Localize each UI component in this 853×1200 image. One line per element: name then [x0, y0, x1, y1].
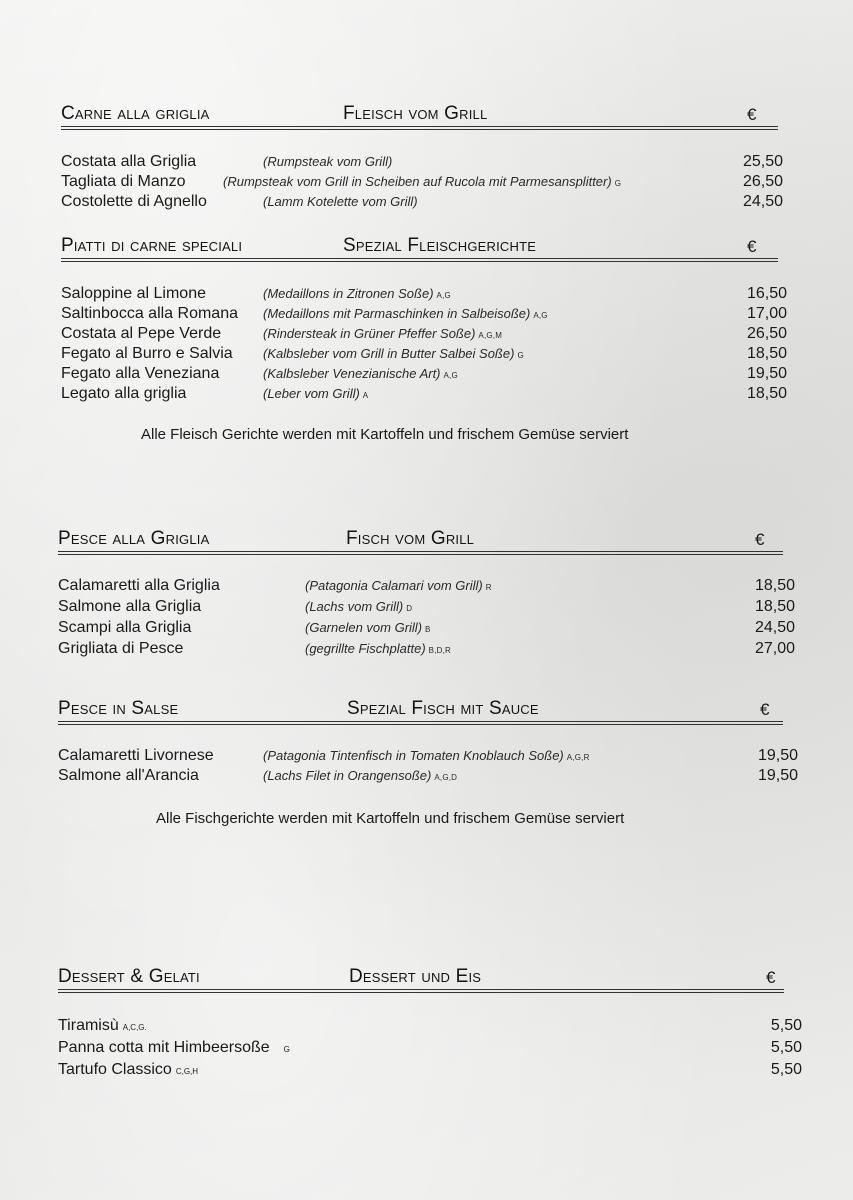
currency-symbol: € [755, 530, 765, 549]
item-price: 5,50 [770, 1017, 802, 1034]
menu-item [58, 577, 795, 598]
section-header [58, 700, 783, 722]
menu-item [58, 619, 795, 640]
item-description: (Medaillons in Zitronen Soße) A,G [263, 286, 451, 301]
menu-item [58, 598, 795, 619]
menu-item [61, 173, 783, 193]
item-price: 16,50 [746, 285, 787, 302]
item-description: (Lachs vom Grill) D [305, 599, 413, 614]
menu-item [61, 285, 787, 305]
item-list [58, 1017, 802, 1083]
item-name: Salmone all'Arancia [58, 767, 199, 784]
menu-item [61, 325, 787, 345]
header-divider [58, 551, 783, 555]
item-list [61, 285, 787, 405]
item-price: 18,50 [746, 385, 787, 402]
section-title-german: Dessert und Eis [349, 966, 482, 987]
item-description: (gegrillte Fischplatte) B,D,R [305, 641, 451, 656]
allergen-codes: B [425, 625, 431, 634]
section-header [58, 530, 783, 552]
menu-item [61, 193, 783, 213]
item-description: (Kalbsleber Venezianische Art) A,G [263, 366, 458, 381]
menu-item [61, 153, 783, 173]
header-divider [61, 126, 778, 130]
section-dessert-gelati [58, 966, 802, 1083]
section-pesce-in-salse [58, 698, 798, 787]
currency-symbol: € [747, 105, 757, 124]
item-price: 25,50 [742, 153, 783, 170]
allergen-codes: A,G,R [566, 753, 590, 762]
allergen-codes: A [362, 391, 369, 400]
item-description: (Medaillons mit Parmaschinken in Salbeisoße) A,G [263, 306, 548, 321]
item-price: 19,50 [757, 767, 798, 784]
menu-item [61, 345, 787, 365]
header-divider [58, 989, 784, 993]
menu-item [61, 305, 787, 325]
section-title-italian: Pesce alla Griglia [58, 528, 210, 549]
item-description: (Patagonia Calamari vom Grill) R [305, 578, 492, 593]
allergen-codes: R [485, 583, 492, 592]
allergen-codes: G [283, 1045, 290, 1054]
item-description: (Patagonia Tintenfisch in Tomaten Knoblauch Soße) A,G,R [263, 748, 590, 763]
item-description: (Rumpsteak vom Grill in Scheiben auf Rucola mit Parmesansplitter) G [223, 174, 622, 189]
menu-item [58, 1061, 802, 1083]
allergen-codes: B,D,R [428, 646, 451, 655]
item-name: Calamaretti alla Griglia [58, 577, 220, 594]
item-price: 26,50 [742, 173, 783, 190]
side-dish-note: Alle Fischgerichte werden mit Kartoffeln und frischem Gemüse serviert [156, 810, 625, 827]
item-price: 26,50 [746, 325, 787, 342]
section-title-german: Spezial Fisch mit Sauce [347, 698, 539, 719]
item-price: 18,50 [754, 598, 795, 615]
menu-item [58, 767, 798, 787]
item-price: 19,50 [757, 747, 798, 764]
allergen-codes: C,G,H [175, 1067, 199, 1076]
allergen-codes: A,C,G. [122, 1023, 147, 1032]
item-name: Salmone alla Griglia [58, 598, 202, 615]
section-header [61, 105, 778, 127]
section-title-italian: Pesce in Salse [58, 698, 179, 719]
item-list [58, 577, 795, 661]
menu-item [61, 385, 787, 405]
section-piatti-di-carne-speciali [61, 235, 787, 405]
item-description: (Garnelen vom Grill) B [305, 620, 431, 635]
item-name: Tagliata di Manzo [61, 173, 186, 190]
section-header [58, 968, 784, 990]
item-description: (Leber vom Grill) A [263, 386, 369, 401]
menu-item [58, 640, 795, 661]
section-title-german: Fisch vom Grill [346, 528, 475, 549]
section-carne-alla-griglia [61, 103, 783, 213]
item-name: Fegato al Burro e Salvia [61, 345, 233, 362]
side-dish-note: Alle Fleisch Gerichte werden mit Kartoffeln und frischem Gemüse serviert [141, 426, 629, 443]
allergen-codes: A,G [443, 371, 458, 380]
section-pesce-alla-griglia [58, 528, 795, 661]
item-price: 18,50 [746, 345, 787, 362]
allergen-codes: A,G,D [434, 773, 458, 782]
menu-item [61, 365, 787, 385]
item-name: Fegato alla Veneziana [61, 365, 220, 382]
item-list [58, 747, 798, 787]
item-price: 24,50 [742, 193, 783, 210]
menu-item [58, 1039, 802, 1061]
item-description: (Lamm Kotelette vom Grill) [263, 194, 418, 209]
item-name: Calamaretti Livornese [58, 747, 214, 764]
item-name: Costolette di Agnello [61, 193, 207, 210]
menu-item [58, 1017, 802, 1039]
allergen-codes: G [614, 179, 622, 188]
item-name: Costata alla Griglia [61, 153, 197, 170]
item-name: Costata al Pepe Verde [61, 325, 222, 342]
item-list [61, 153, 783, 213]
item-price: 24,50 [754, 619, 795, 636]
section-title-german: Fleisch vom Grill [343, 103, 488, 124]
item-price: 27,00 [754, 640, 795, 657]
allergen-codes: D [406, 604, 413, 613]
allergen-codes: A,G,M [478, 331, 503, 340]
menu-item [58, 747, 798, 767]
section-title-german: Spezial Fleischgerichte [343, 235, 537, 256]
currency-symbol: € [760, 700, 770, 719]
item-name: Tartufo Classico C,G,H [58, 1061, 199, 1078]
item-name: Grigliata di Pesce [58, 640, 184, 657]
item-price: 19,50 [746, 365, 787, 382]
section-title-italian: Dessert & Gelati [58, 966, 200, 987]
allergen-codes: A,G [533, 311, 548, 320]
currency-symbol: € [766, 968, 776, 987]
item-name: Scampi alla Griglia [58, 619, 192, 636]
header-divider [58, 721, 783, 725]
section-title-italian: Carne alla griglia [61, 103, 210, 124]
item-description: (Rumpsteak vom Grill) [263, 154, 393, 169]
allergen-codes: G [517, 351, 524, 360]
item-name: Tiramisù A,C,G. [58, 1017, 147, 1034]
item-price: 17,00 [746, 305, 787, 322]
item-description: (Kalbsleber vom Grill in Butter Salbei Soße) G [263, 346, 524, 361]
item-name: Saltinbocca alla Romana [61, 305, 238, 322]
item-price: 5,50 [770, 1039, 802, 1056]
header-divider [61, 258, 778, 262]
item-name: Panna cotta mit Himbeersoße G [58, 1039, 290, 1056]
item-price: 5,50 [770, 1061, 802, 1078]
section-header [61, 237, 778, 259]
item-description: (Lachs Filet in Orangensoße) A,G,D [263, 768, 458, 783]
item-price: 18,50 [754, 577, 795, 594]
allergen-codes: A,G [436, 291, 451, 300]
item-name: Legato alla griglia [61, 385, 187, 402]
item-name: Saloppine al Limone [61, 285, 206, 302]
section-title-italian: Piatti di carne speciali [61, 235, 243, 256]
currency-symbol: € [747, 237, 757, 256]
item-description: (Rindersteak in Grüner Pfeffer Soße) A,G,M [263, 326, 503, 341]
